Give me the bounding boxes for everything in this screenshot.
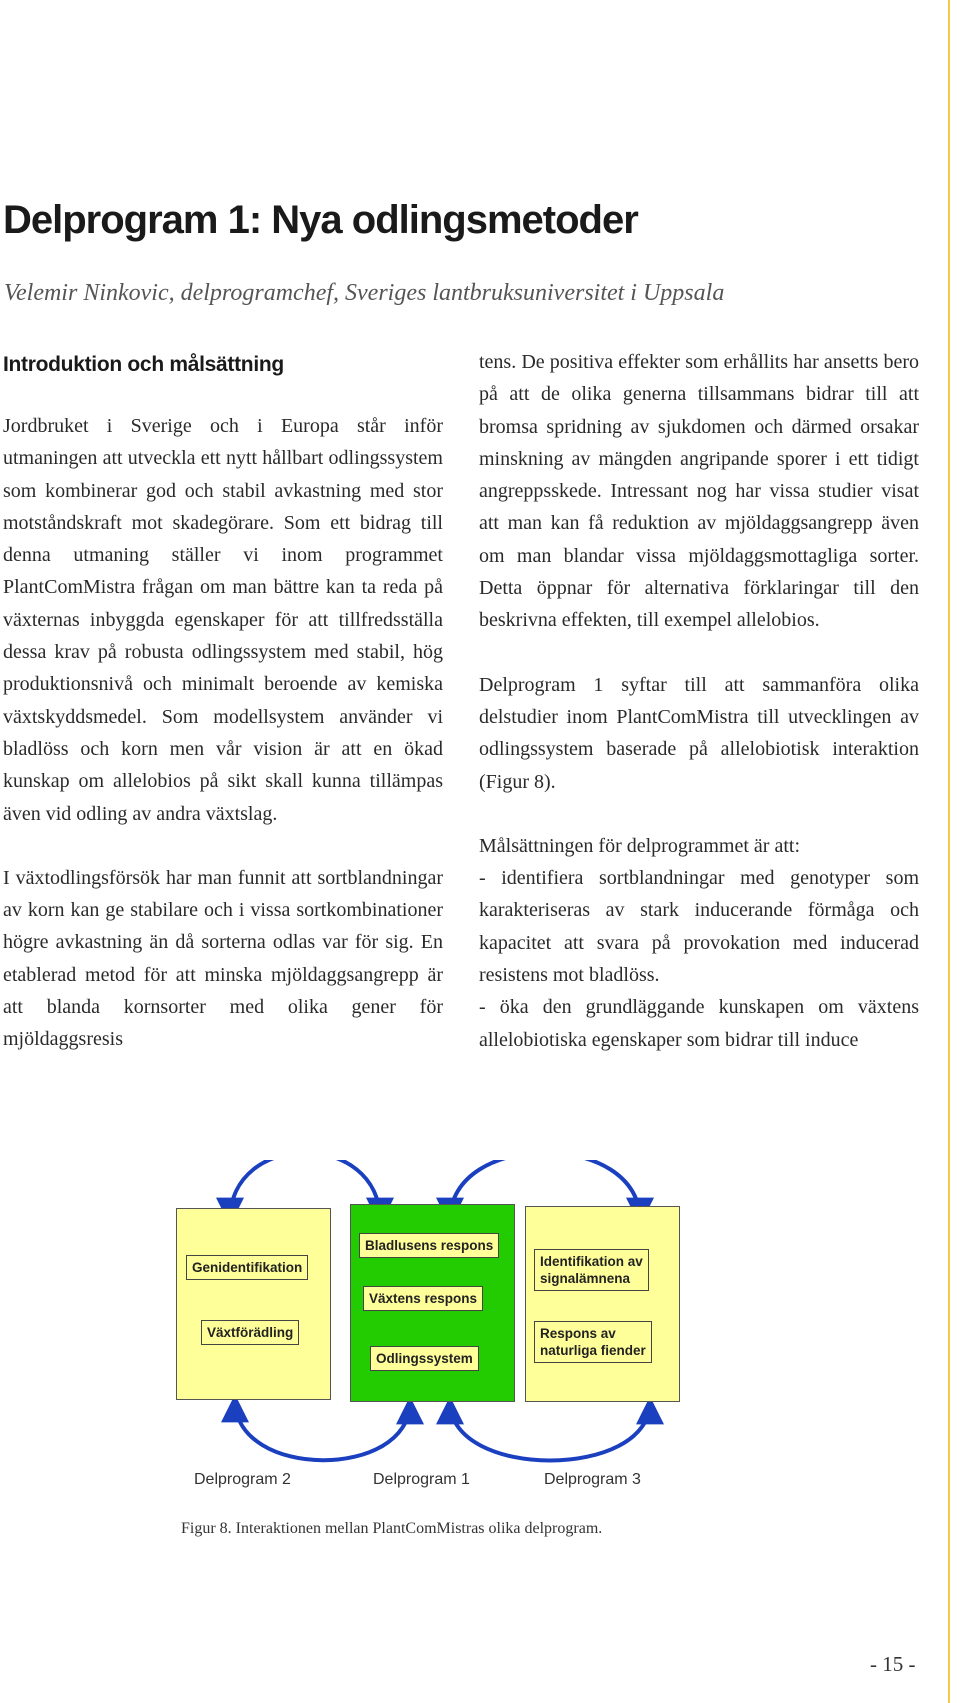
figure-caption: Figur 8. Interaktionen mellan PlantComMistras olika delprogram. — [181, 1520, 603, 1537]
label-genidentifikation: Genidentifikation — [186, 1255, 308, 1280]
label-respons-naturliga-fiender: Respons av naturliga fiender — [534, 1321, 652, 1363]
delprogram-2-box — [176, 1208, 331, 1400]
paragraph-objectives: Målsättningen för delprogrammet är att: - identifiera sortblandningar med genotyper som karakteriseras av stark inducerande förmåga och kapacitet att svara på provokation med inducerad resistens mot bladlöss. - öka den grundläggande kunskapen om växtens allelobiotiska egenskaper som bidrar till induce — [479, 834, 919, 1051]
page-title: Delprogram 1: Nya odlingsmetoder — [3, 198, 638, 242]
right-column — [479, 346, 919, 1056]
left-column — [3, 347, 443, 1056]
paragraph-field-trials: I växtodlingsförsök har man funnit att sortblandningar av korn kan ge stabilare och i vissa sortkombinationer högre avkastning än då sorterna odlas var för sig. En etablerad metod för att minska mjöldaggsangrepp är att blanda kornsorter med olika gener för mjöldaggsresis — [3, 866, 443, 1051]
arrow-dp1-to-dp3-bottom — [450, 1402, 650, 1461]
label-odlingssystem: Odlingssystem — [370, 1346, 479, 1371]
label-vaxtforadling: Växtförädling — [201, 1320, 299, 1345]
paragraph-program-aim: Delprogram 1 syftar till att sammanföra olika delstudier inom PlantComMistra till utvecklingen av odlingssystem baserade på allelobiotisk interaktion (Figur 8). — [479, 673, 919, 793]
page-number: - 15 - — [870, 1652, 916, 1676]
label-bladlusens-respons: Bladlusens respons — [359, 1233, 499, 1258]
delprogram-3-box — [525, 1206, 680, 1402]
caption-delprogram-1: Delprogram 1 — [373, 1471, 470, 1488]
page-edge-line — [948, 0, 950, 1703]
program-interaction-diagram — [170, 1160, 790, 1520]
arrow-dp2-to-dp1-bottom — [235, 1400, 410, 1460]
caption-delprogram-2: Delprogram 2 — [194, 1471, 291, 1488]
paragraph-intro: Jordbruket i Sverige och i Europa står inför utmaningen att utveckla ett nytt hållbart odlingssystem som kombinerar god och stabil avkastning med stor motståndskraft mot skadegörare. Som ett bidrag till denna utmaning ställer vi inom programmet PlantComMistra frågan om man bättre kan ta reda på växternas inbyggda egenskaper för att tillfredsställa dessa krav på robusta odlingssystem med stabil, hög produktionsnivå och minimalt beroende av kemiska växtskyddsmedel. Som modellsystem använder vi bladlöss och korn men vår vision är att en ökad kunskap om allelobios på sikt skall kunna tillämpas även vid odling av andra växtslag. — [3, 415, 443, 825]
section-heading: Introduktion och målsättning — [3, 353, 284, 376]
label-identifikation-signalamnena: Identifikation av signalämnena — [534, 1249, 649, 1291]
paragraph-effects: tens. De positiva effekter som erhållits har ansetts bero på att de olika generna tillsammans bidrar till att bromsa spridning av sjukdomen och därmed orsakar minskning av mängden angripande sporer i ett tidigt angreppsskede. Intressant nog har vissa studier visat att man kan få reduktion av mjöldaggsangrepp även om man blandar vissa mjöldaggsmottagliga sorter. Detta öppnar för alternativa förklaringar till den beskrivna effekten, till exempel allelobios. — [479, 351, 919, 632]
label-vaxtens-respons: Växtens respons — [363, 1286, 483, 1311]
caption-delprogram-3: Delprogram 3 — [544, 1471, 641, 1488]
author-byline: Velemir Ninkovic, delprogramchef, Sveriges lantbruksuniversitet i Uppsala — [4, 280, 725, 306]
